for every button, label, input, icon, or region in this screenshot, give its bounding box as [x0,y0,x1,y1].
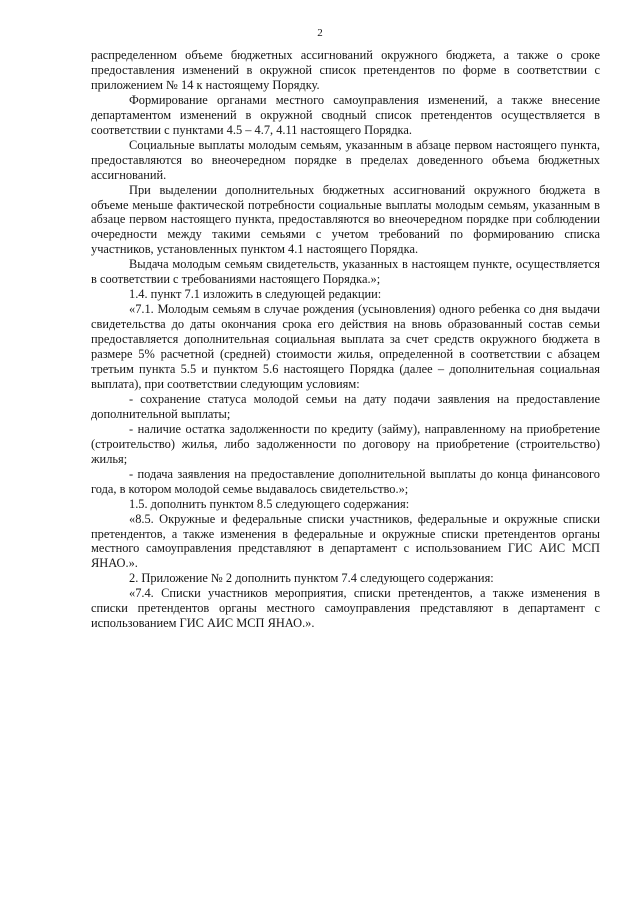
paragraph-condition: - наличие остатка задолженности по кредиту (займу), направленному на приобретение (строительство) жилья, либо задолженности по договору на приобретение (строительство) жилья; [91,421,600,466]
paragraph: Социальные выплаты молодым семьям, указанным в абзаце первом настоящего пункта, предоставляются во внеочередном порядке в пределах доведенного объема бюджетных ассигнований. [91,137,600,182]
document-body [91,48,600,631]
paragraph-condition: - подача заявления на предоставление дополнительной выплаты до конца финансового года, в котором молодой семье выдавалось свидетельство.»; [91,466,600,496]
page-number: 2 [317,27,323,39]
paragraph-clause-7-4: «7.4. Списки участников мероприятия, списки претендентов, а также изменения в списки претендентов органы местного самоуправления представляют в департамент с использованием ГИС АИС МСП ЯНАО.». [91,586,600,631]
paragraph-continuation: распределенном объеме бюджетных ассигнований окружного бюджета, а также о сроке предоставления изменений в окружной список претендентов по форме в соответствии с приложением № 14 к настоящему Порядку. [91,48,600,92]
paragraph-item-1-4: 1.4. пункт 7.1 изложить в следующей редакции: [129,287,382,302]
paragraph: При выделении дополнительных бюджетных ассигнований окружного бюджета в объеме меньше фактической потребности социальные выплаты молодым семьям, указанным в абзаце первом настоящего пункта, предоставляются во внеочередном порядке при соблюдении очередности между такими семьями с учетом требований по формированию списка участников, установленных пунктом 4.1 настоящего Порядка. [91,182,600,257]
paragraph: Формирование органами местного самоуправления изменений, а также внесение департаментом изменений в окружной сводный список претендентов осуществляется в соответствии с пунктами 4.5 – 4.7, 4.11 настоящего Порядка. [91,92,600,137]
paragraph-clause-8-5: «8.5. Окружные и федеральные списки участников, федеральные и окружные списки претендентов, а также изменения в федеральные и окружные списки претендентов органы местного самоуправления представляют в департамент с использованием ГИС АИС МСП ЯНАО.». [91,511,600,571]
paragraph-condition: - сохранение статуса молодой семьи на дату подачи заявления на предоставление дополнительной выплаты; [91,391,600,421]
paragraph-clause-7-1: «7.1. Молодым семьям в случае рождения (усыновления) одного ребенка со дня выдачи свидетельства до даты окончания срока его действия на вновь образованный состав семьи предоставляется дополнительная социальная выплата за счет средств окружного бюджета в размере 5% расчетной (средней) стоимости жилья, определенной в соответствии с абзацем третьим пункта 5.5 и пунктом 5.6 настоящего Порядка (далее – дополнительная социальная выплата), при соответствии следующим условиям: [91,302,600,391]
paragraph-item-1-5: 1.5. дополнить пунктом 8.5 следующего содержания: [129,496,410,511]
paragraph-item-2: 2. Приложение № 2 дополнить пунктом 7.4 следующего содержания: [129,571,494,586]
paragraph: Выдача молодым семьям свидетельств, указанных в настоящем пункте, осуществляется в соответствии с требованиями настоящего Порядка.»; [91,257,600,287]
